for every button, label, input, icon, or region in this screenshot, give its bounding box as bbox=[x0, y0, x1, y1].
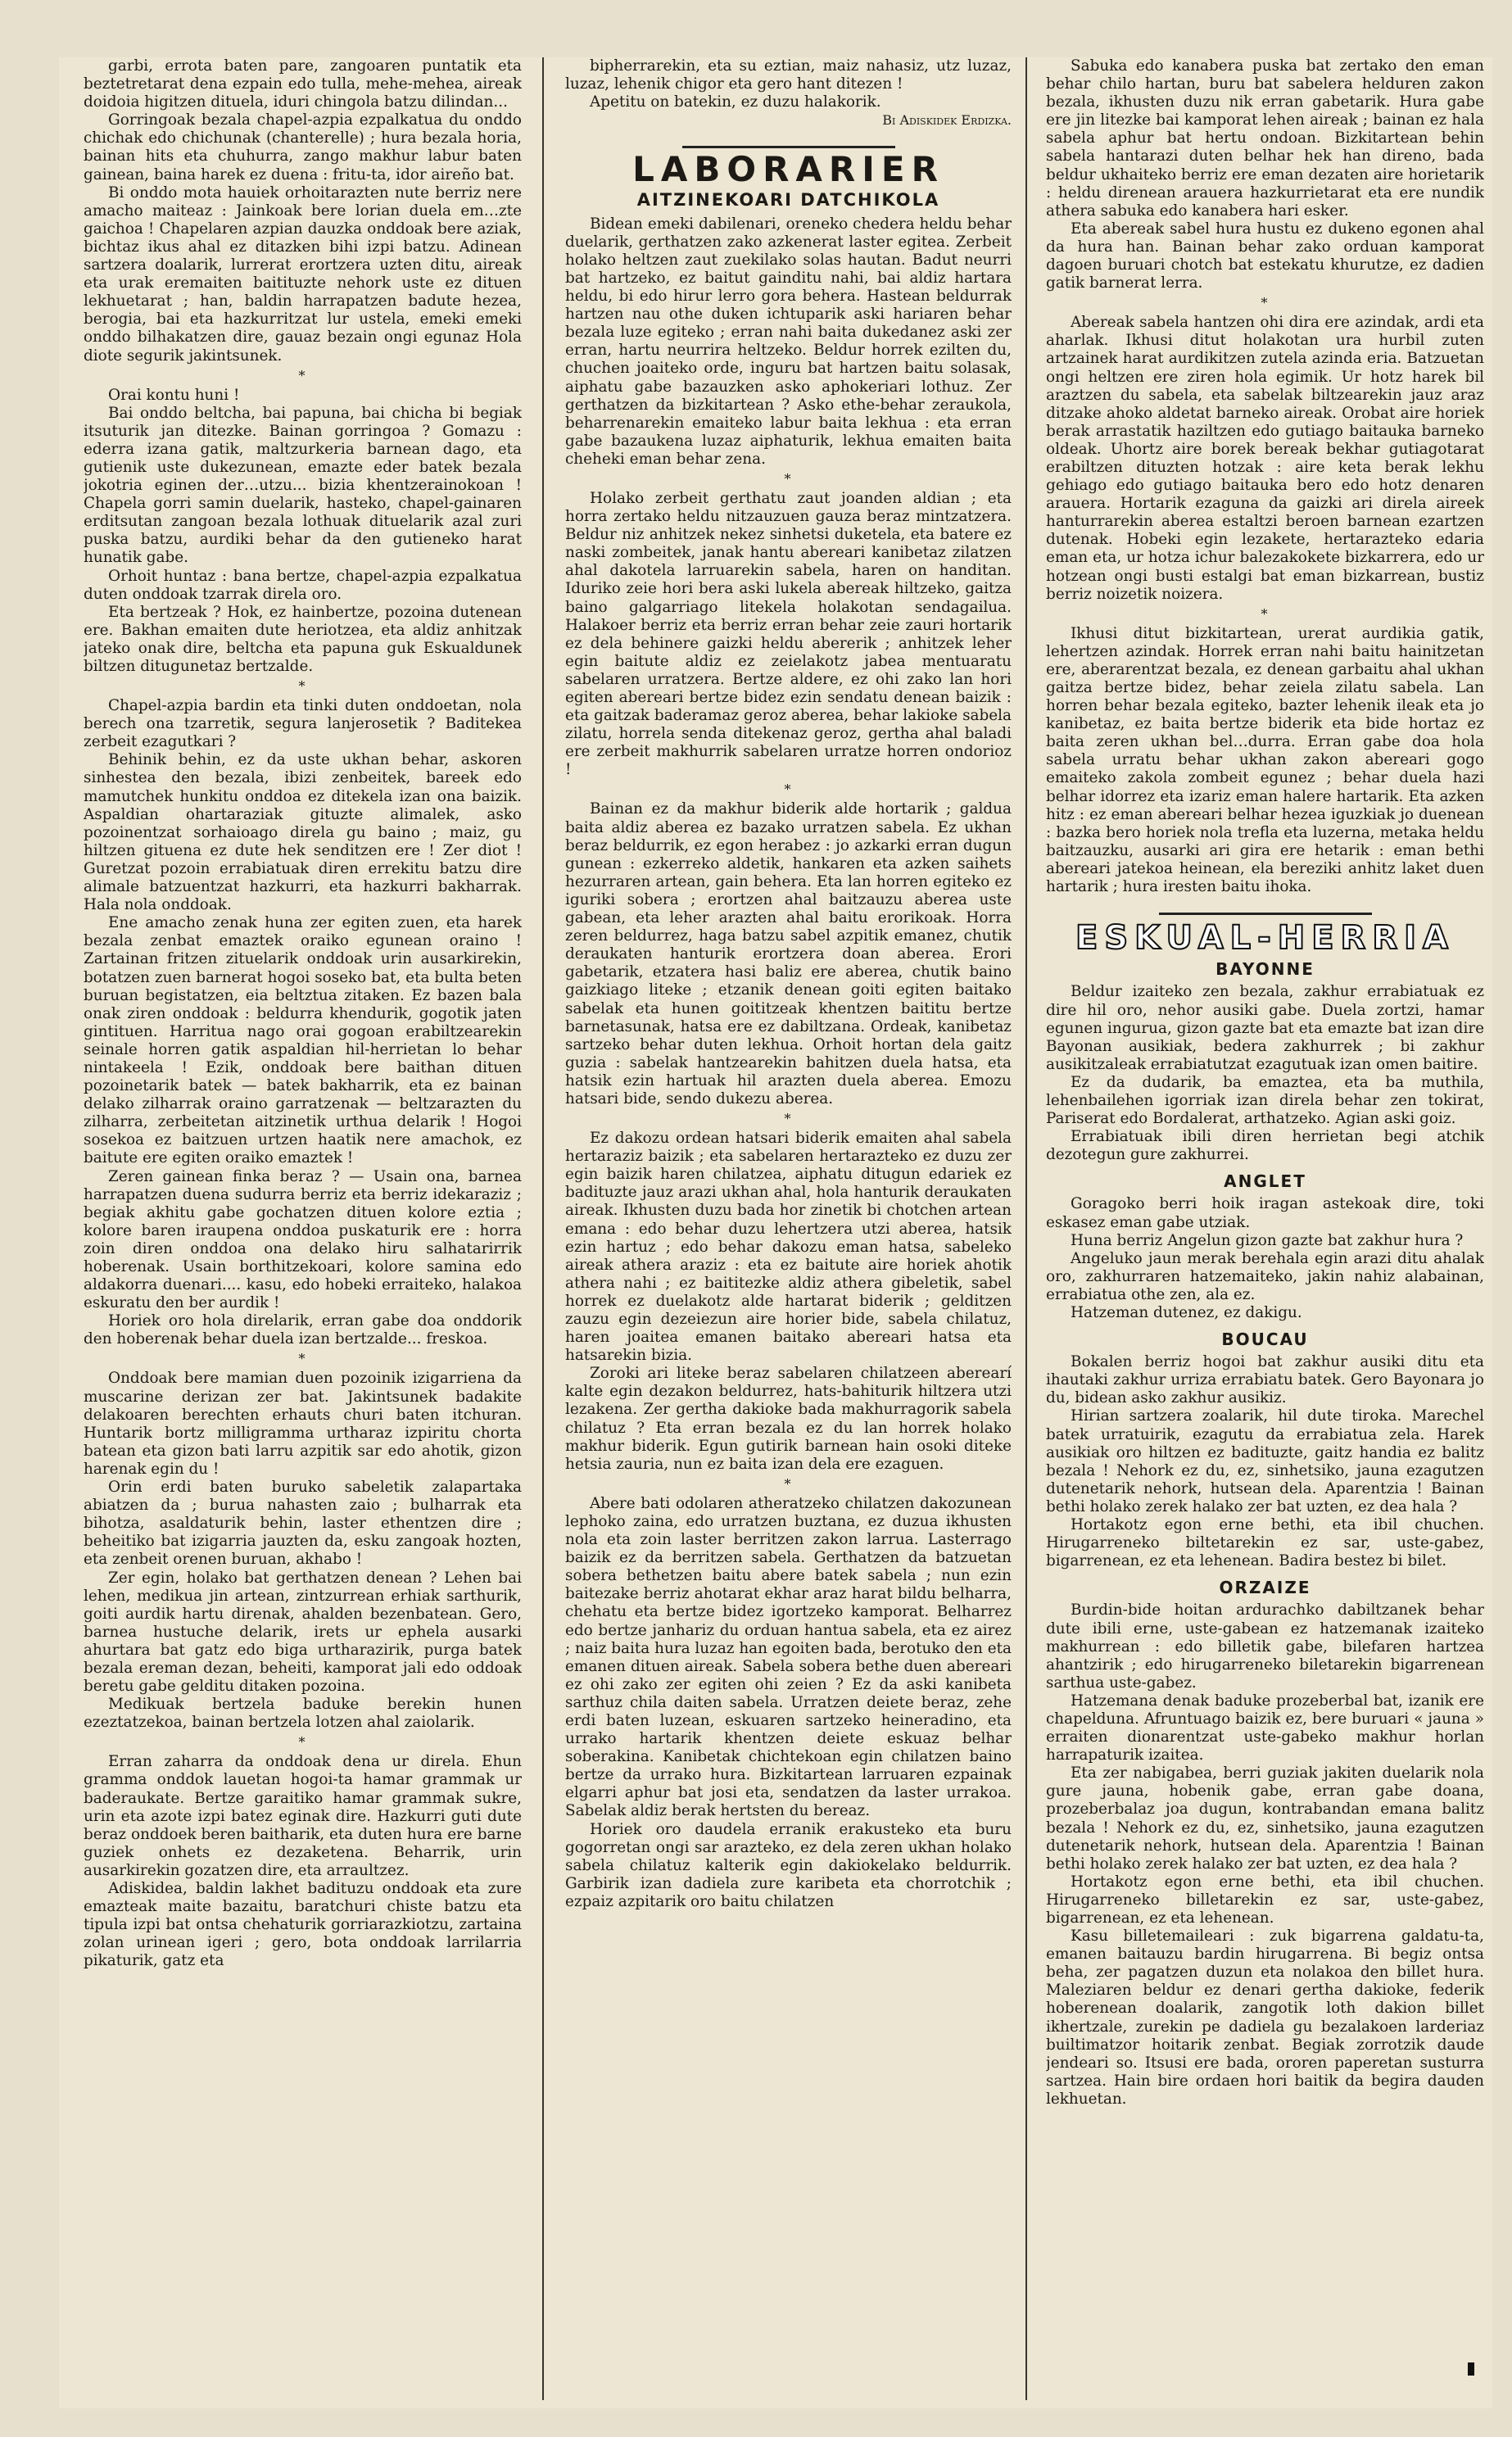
print-mark bbox=[1468, 2362, 1474, 2376]
paragraph: Kasu billetemaileari : zuk bigarrena galdatu-ta, emanen baitauzu bardin hirugarrena. Bi begiz ontsa beha, zer pagatzen duzun eta nolakoa den billet hura. Maleziaren beldur ez denari gertha dakioke, federik hoberenean doalarik, zangotik loth dakion billet ikhertzale, zurekin pe dadiela gu bezalakoen larderiaz builtimatzor hoitarik zenbat. Begiak zorrotzik daude jendeari so. Itsusi ere bada, ororen paperetan susturra sartzea. Hain bire ordaen hori baitik da begira dauden lekhuetan. bbox=[1046, 1927, 1484, 2108]
paragraph: Medikuak bertzela baduke berekin hunen ezeztatzekoa, bainan bertzela lotzen ahal zaiolarik. bbox=[84, 1696, 522, 1732]
section-star: * bbox=[298, 678, 307, 695]
paragraph: bipherrarekin, eta su eztian, maiz nahasiz, utz luzaz, luzaz, lehenik chigor eta gero hant ditezen ! bbox=[565, 57, 1012, 93]
paragraph: Hatzemana denak baduke prozeberbal bat, izanik ere chapelduna. Afruntuago baizik ez, bere buruari « jauna » erraiten dionarentzat uste-gabeko makhur horlan harrapaturik izaitea. bbox=[1046, 1692, 1484, 1764]
town-heading: ORZAIZE bbox=[1219, 1578, 1311, 1598]
paragraph: Hortakotz egon erne bethi, eta ibil chuchen. Hirugarreneko biltetarekin ez sar, uste-gabez, bigarrenean, ez eta lehenean. Badira bestez bi bilet. bbox=[1046, 1516, 1484, 1570]
paragraph: Erran zaharra da onddoak dena ur direla. Ehun gramma onddok lauetan hogoi-ta hamar grammak ur baderaukate. Bertze garaitiko hamar grammak sukre, urin eta azote izpi batez eginak dire. Hazkurri guti dute beraz onddoek beren baitharik, eta duten hura ere barne guziek onhets ez dezaketena. Beharrik, urin ausarkirekin gozatzen dire, eta arraultzez. bbox=[84, 1753, 522, 1879]
paragraph: Abereak sabela hantzen ohi dira ere azindak, ardi eta aharlak. Ikhusi ditut holakotan ura hurbil zuten artzainek harat aurdikitzen zutela azinda eria. Batzuetan ongi heltzen ere ziren hola egimik. Ur hotz harek bil araztzen du sabela, eta sabelak biltzearekin jauz araz ditzake ahoko aldetat barneko aireak. Orobat aire horiek berak arrastatik haziltzen edo gutiago baitauka barneko oldeak. Uhortz aire borek bereak bekhar gutiagotarat erabiltzen dituzten hotzak : aire keta berak lekhu gehiago edo gutiago baitauka bero edo hotz denaren arauera. Hortarik ezaguna da gaizki ari direla aireek hanturrarekin aberea estaltzi beroen barnean ezartzen dutenak. Hobeki egin lezakete, hertarazteko edaria eman eta, ur hotza ichur balezakokete bizkarrera, edo ur hotzean ongi busti estalgi bat eman bizkarrean, bustiz berriz noizetik noizera. bbox=[1046, 314, 1484, 603]
paragraph: Zoroki ari liteke beraz sabelaren chilatzeen aberearí kalte egin dezakon beldurrez, hats-bahiturik hiltzera utzi lezakena. Zer gertha dakioke bada makhurragorik sabela chilatuz ? Eta erran bezala ez du lan horrek holako makhur biderik. Egun gutirik barnean hain osoki ditekе hetsia zauria, nun ez baita izan dela ere ezaguen. bbox=[565, 1365, 1012, 1473]
paragraph: Ikhusi ditut bizkitartean, urerat aurdikia gatik, lehertzen azindak. Horrek erran nahi baitu hainitzetan ere, aberarentzat bezala, ez denean garbaitu ahal ukhan gaitza bertze bidez, behar zeiela zilatu sabela. Lan horren behar bezala egiteko, bazter lehenik ileak eta jo kanibetaz, ez baita bertze biderik eta bide hortaz ez baita zeren ukhan bel…durra. Erran gabe doa hola sabela urratu behar ukhan zakon abereari gogo emaiteko zakola zombeit egunez ; behar duela hazi belhar idorrez eta izariz eman halere hartarik. Eta azken hitz : ez eman abereari belhar hezea iguzkiak jo duenean : bazka bero horiek nola trefla eta luzerna, metaka heldu baitzauzku, ausarki ari gira ere hetarik : eman bethi abereari jatekoa heinean, ela bereziki anhitz laket duen hartarik ; hura iresten baitu ihoka. bbox=[1046, 624, 1484, 896]
paragraph: Eta bertzeak ? Hok, ez hainbertze, pozoina dutenean ere. Bakhan emaiten dute heriotzea, eta aldiz anhitzak jateko onak dire, beltcha eta papuna guk Eskualdunek biltzen ditugunetaz bertzalde. bbox=[84, 603, 522, 675]
paragraph: Orin erdi baten buruko sabeletik zalapartaka abiatzen da ; burua nahasten zaio ; bulharrak eta bihotza, asaldaturik behin, laster ethentzen dire ; beheitiko bat izigarria jauzten da, esku zangoak hozten, eta zenbeit orenen buruan, akhabo ! bbox=[84, 1479, 522, 1569]
column-3 bbox=[1046, 57, 1484, 2400]
paragraph: Ez dakozu ordean hatsari biderik emaiten ahal sabela hertaraziz baizik ; eta sabelaren hertarazteko ez duzu zer egin baizik haren chilatzea, aiphatu ditugun edariek ez badituzte jauz arazi ukhan ahal, hola hanturik deraukaten aireak. Ikhusten duzu bada hor zinetik bi chotchen artean emana : edo behar duzu lehertzera utzi aberea, hatsik ezin hartuz ; edo behar dakozu eman hatsa, sabeleko aireak athera araziz : eta ez baitute aire horiek ahotik athera nahi ; ez baititezke aldiz athera gibeletik, sabel horrek ez duelakotz alde hartarat biderik ; gelditzen zauzu egin dezeiezun aire horier bide, sabela chilatuz, haren joaitea emanen baitako abereari hatsa eta hatsarekin bizia. bbox=[565, 1130, 1012, 1365]
paragraph: Onddoak bere mamian duen pozoinik izigarriena da muscarine derizan zer bat. Jakintsunek badakite delakoaren berechten erhauts churi baten itchuran. Huntarik bortz milligramma urtharaz izpiritu chorta batean eta gizon bati larru azpitik sar edo ahotik, gizon harenak egin du ! bbox=[84, 1370, 522, 1478]
paragraph: Bai onddo beltcha, bai papuna, bai chicha bi begiak itsuturik jan ditezke. Bainan gorringoa ? Gomazu : ederra izana gatik, maltzurkeria barnean dago, eta gutienik uste dukezunean, emazte eder batek bezala jokotria eginen der…utzu... bizia khentzerainokoan ! Chapela gorri samin duelarik, hasteko, chapel-gainaren erditsutan zangoan bezala lothuak dituelarik azal zuri puska batzu, aurdiki behar da den gutieneko harat hunatik gabe. bbox=[84, 404, 522, 567]
paragraph: Chapel-azpia bardin eta tinki duten onddoetan, nola berech ona tzarretik, segura lanjerosetik ? Baditekea zerbeit ezagutkari ? bbox=[84, 697, 522, 751]
paragraph: Zeren gainean finka beraz ? — Usain ona, barnea harrapatzen duena sudurra berriz eta berriz idekaraziz ; begiak akhitu gabe gochatzen dituen kolore eztia ; kolore baren iraupena onddoa puskaturik ere : horra zoin diren onddoa ona delako hiru salhatarirrik hoberenak. Usain borthitzekoari, kolore samina edo aldakorra duenari.... kasu, edo hobeki erraiteko, halakoa eskuratu den ber aurdik ! bbox=[84, 1167, 522, 1312]
paragraph: Burdin-bide hoitan ardurachko dabiltzanek behar dute ibili erne, uste-gabean ez hatzemanak izaiteko makhurrean : edo billetik gabe, bilefaren hartzea ahantzirik ; edo hirugarreneko biletarekin bigarrenean sarthua uste-gabez. bbox=[1046, 1601, 1484, 1692]
section-star: * bbox=[298, 1734, 307, 1751]
column-rule bbox=[542, 57, 544, 2400]
section-star: * bbox=[784, 470, 793, 487]
paragraph: Eta abereak sabel hura hustu ez dukeno egonen ahal da hura han. Bainan behar zako orduan kamporat dagoen buruari chotch bat estekatu khurutze, ez dadien gatik barnerat lerra. bbox=[1046, 220, 1484, 292]
paragraph: Zer egin, holako bat gerthatzen denean ? Lehen bai lehen, medikua jin artean, zintzurrean erhiak sarthurik, goiti aurdik hartu direnak, ahalden bezenbatean. Gero, barnea hustuche delarik, irets ur ephela ausarki ahurtara bat gatz edo biga urtharazirik, purga batek bezala ereman dezan, beheiti, kamporat jali edo oddoak beretu gabe gelditu ditaken pozoina. bbox=[84, 1569, 522, 1696]
paragraph: Adiskidea, baldin lakhet badituzu onddoak eta zure emazteak maite bazaitu, baratchuri chiste batzu eta tipula izpi bat ontsa chehaturik gorriarazkiotzu, zartaina zolan urinean igeri ; gero, bota onddoak larrilarria pikaturik, gatz eta bbox=[84, 1880, 522, 1970]
paragraph: Bainan ez da makhur biderik alde hortarik ; galdua baita aldiz aberea ez bazako urratzen sabela. Ez ukhan beraz beldurrik, ez egon herabez : jo azkarki erran dugun gunean : ezkerreko aldetik, hankaren eta azken saihets hezurraren artean, gain behera. Eta lan horren egiteko ez iguriki sobera ; erortzen ahal baitzauzu aberea uste gabean, eta leher arazten ahal baitu erorikoak. Horra zeren beldurrez, haga batzu sabel azpitik emanez, chutik deraukaten hanturik erortzera doan aberea. Erori gabetarik, etzatera hasi baliz ere aberea, chutik baino gaizkiago liteke ; etzanik denean goiti egiten baitako sabelak eta hunen goititzeak khentzen baititu bertze barnetasunak, hatsa ere ez dabiltzana. Ordeak, kanibetaz sartzeko behar duten lekhua. Orhoit hortan dela gaitz guzia : sabelak hantzearekin bahitzen duela hatsa, eta hatsik ezin hartuak hil arazten duela aberea. Emozu hatsari bide, sendo dukezu aberea. bbox=[565, 800, 1012, 1108]
paragraph: Holako zerbeit gerthatu zaut joanden aldian ; eta horra zertako heldu nitzauzuen gauza beraz mintzatzera. Beldur niz anhitzek nekez sinhetsi duketela, eta batere ez naski zombeitek, janak hantu abereari kanibetaz zilatzen ahal dakotela larruarekin sabela, haren on handitan. Iduriko zeie hori bera aski lukela abereak hiltzeko, gaitza baino galgarriago litekela holakotan sendagailua. Halakoer berriz eta berriz erran behar zeie zauri hortarik ez dela behinere gaizki heldu abererik ; anhitzek leher egin baitute aldiz ez zeielakotz jabea mentuaratu sabelaren urratzera. Bertze aldere, ez ohi zako lan hori egiten abereari bertze bidez ezin sendatu denean baizik : eta gaitzak baderamaz geroz aberea, behar lakioke sabela zilatu, horrela senda ditekenaz geroz, gertha ahal baladi ere zerbeit makhurrik sabelaren urratze horren ondorioz ! bbox=[565, 489, 1012, 779]
paragraph: Orai kontu huni ! bbox=[108, 386, 240, 404]
section-star: * bbox=[298, 1351, 307, 1367]
paragraph: Bidean emeki dabilenari, oreneko chedera heldu behar duelarik, gerthatzen zako azkenerat laster egitea. Zerbeit holako heltzen zaut zuekilako solas hautan. Badut neurri bat hartzeko, ez baitut gainditu nahi, bai aldiz hartara heldu, bi edo hirur lerro gora behera. Hastean beldurrak hartzen nau othe duken ichtuparik aski hariaren behar bezala luze egiteko ; erran nahi baita dukedanez aski zer erran, hartu neurrira heltzeko. Beldur horrek ezilten du, chuchen joaiteko orde, inguru bat hartzen baitu solasak, aiphatu gabe bazauzken asko aphokeriari lothuz. Zer gerthatzen da bizkitartean ? Asko ethe-behar zeraukola, beharrenarekin emaiteko labur baita lekhua : eta erran gabe bazaukena luzaz aiphaturik, lekhua emaiten baita cheheki eman behar zena. bbox=[565, 215, 1012, 468]
paragraph: Beldur izaiteko zen bezala, zakhur errabiatuak ez dire hil oro, nehor ausiki gabe. Duela zortzi, hamar egunen ingurua, gizon gazte bat eta emazte bat izan dire Bayonan ausikiak, bedera zakhurrek ; bi zakhur ausikitzaleak errabiatutzat ezagutuak izan omen baitire. bbox=[1046, 983, 1484, 1073]
section-masthead: ESKUAL-HERRIA bbox=[1075, 919, 1455, 958]
article-headline: AITZINEKOARI DATCHIKOLA bbox=[636, 189, 940, 210]
section-masthead: LABORARIER bbox=[632, 149, 944, 190]
paragraph: Eta zer nabigabea, berri guziak jakiten duelarik nola gure jauna, hobenik gabe, erran gabe doana, prozeberbalaz joa dugun, kontrabandan emana balitz bezala ! Nehork ez du, ez, sinhetsiko, jauna ezagutzen dutenetarik nehork, hutsean dela. Aparentzia ! Bainan bethi holako zerek halako zer bat uzten, ez dea hala ? bbox=[1046, 1764, 1484, 1873]
section-star: * bbox=[1261, 605, 1270, 622]
paragraph: Ez da dudarik, ba emaztea, eta ba muthila, lehenbailehen igorriak izan direla behar zen tokirat, Pariserat edo Bordalerat, arthatzeko. Agian aski goiz. bbox=[1046, 1073, 1484, 1128]
section-star: * bbox=[298, 367, 307, 383]
paragraph: Errabiatuak ibili diren herrietan begi atchik dezotegun gure zakhurrei. bbox=[1046, 1128, 1484, 1164]
paragraph: Huna berriz Angelun gizon gazte bat zakhur hura ? bbox=[1071, 1231, 1464, 1249]
paragraph: Sabuka edo kanabera puska bat zertako den eman behar chilo hartan, buru bat sabelera helduren zakon bezala, ikhusten duzu nik erran gabetarik. Hura gabe ere jin litezke bai kamporat lehen aireak ; bainan ez hala sabela aphur bat hertu ondoan. Bizkitartean behin sabela hantarazi duten belhar hek han direno, bada beldur ukhaiteko berriz ere eman dezaten aire horietarik : heldu direnean arauera hazkurrietarat eta ere nundik athera sabuka edo kanabera hari esker. bbox=[1046, 57, 1484, 220]
signature: Bi Adiskidek Erdizka. bbox=[882, 112, 1012, 129]
paragraph: Bi onddo mota hauiek orhoitarazten nute berriz nere amacho maiteaz : Jainkoak bere lorian duela em…zte gaichoa ! Chapelaren azpian dauzka onddoak bere aziak, bichtaz ikus ahal ez ditazken bihi izpi batzu. Adinean sartzera doalarik, lurrerat erortzera uzten ditu, aireak eta urak eremaiten baitituzte nehork uste ez dituen lekhuetarat ; han, baldin harrapatzen badute hezea, berogia, bai eta hazkurritzat lur ustela, emeki emeki onddo bilhakatzen dire, gauaz bezain ongi egunaz Hola diote segurik jakintsunek. bbox=[84, 183, 522, 365]
paragraph: Behinik behin, ez da uste ukhan behar, askoren sinhestea den bezala, ibizi zenbeitek, bareek edo mamutchek hunkitu onddoa ez ditekela izan ona baizik. Aspaldian ohartaraziak gituzte alimalek, asko pozoinentzat sorhaioago direla gu baino ; maiz, gu hiltzen gituena ez dute hek senditzen ere ! Zer diot ! Guretzat pozoin errabiatuak diren errekitu batzu dire alimale batzuentzat hazkurri, eta hazkurri bakharrak. Hala nola onddoak. bbox=[84, 751, 522, 914]
section-star: * bbox=[784, 1111, 793, 1127]
column-1 bbox=[84, 57, 522, 2400]
town-heading: BOUCAU bbox=[1221, 1329, 1309, 1350]
paragraph: Ene amacho zenak huna zer egiten zuen, eta harek bezala zenbat emaztek oraiko egunean oraino ! Zartainan fritzen zituelarik onddoak urin ausarkirekin, botatzen zuen barnerat hogoi soseko bat, eta bulta beten buruan begistatzen, eia beltztua zitaken. Ez bazen bala onak ziren onddoak : beldurra khendurik, gogotik jaten gintituen. Harritua nago orai gogoan erabiltzearekin seinale horren gatik aspaldian hil-herrietan lo behar nintakeela ! Ezik, onddoak bere baithan dituen pozoinetarik batek — batek bakharrik, eta ez bainan delako zilharrak oraino garratzenak — beltzarazten du zilharra, zerbeitetan aitzinetik urthua delarik ! Hogoi sosekoa ez baitzuen urtzen haatik nere amachok, ez baitute ere egiten oraiko emaztek ! bbox=[84, 914, 522, 1167]
paragraph: Hirian sartzera zoalarik, hil dute tiroka. Marechel batek urratuirik, ezagutu da errabiatua zela. Harek ausikiak oro hiltzen ez badituzte, gaitz handia ez balitz bezala ! Nehork ez du, ez, sinhetsiko, jauna ezagutzen dutenetarik nehork, hutsean dela. Aparentzia ! Bainan bethi holako zerek halako zer bat uzten, ez dea hala ? bbox=[1046, 1407, 1484, 1515]
section-star: * bbox=[784, 1475, 793, 1492]
section-star: * bbox=[784, 781, 793, 798]
paragraph: Gorringoak bezala chapel-azpia ezpalkatua du onddo chichak edo chichunak (chanterelle) ; hura bezala horia, bainan hits eta chuhurra, zango makhur labur baten gainean, baina harek ez duena : fritu-ta, idor aireño bat. bbox=[84, 111, 522, 183]
paragraph: Angeluko jaun merak berehala egin arazi ditu ahalak oro, zakhurraren hatzemaiteko, jakin nahiz alabainan, errabiatua othe zen, ala ez. bbox=[1046, 1249, 1484, 1303]
column-2 bbox=[565, 57, 1012, 2400]
paragraph: Hatzeman dutenez, ez dakigu. bbox=[1071, 1304, 1302, 1321]
paragraph: Horiek oro hola direlarik, erran gabe doa onddorik den hoberenak behar duela izan bertzalde... freskoa. bbox=[84, 1312, 522, 1348]
paragraph: Abere bati odolaren atheratzeko chilatzen dakozunean lephoko zaina, edo urratzen buztana, ez duzua ikhusten nola eta zoin laster berritzen zakon larrua. Lasterrago baizik ez da berritzen sabela. Gerthatzen da batzuetan sobera bethetzen baitu abere batek sabela ; nun ezin baitezake berriz ahotarat ekhar araz harat bildu belharra, chehatu eta bertze bidez igortzeko kamporat. Belharrez edo bertze janhariz du orduan hantua sabela, eta ez airez ; naiz baita hura luzaz han egoiten bada, berotuko den eta emanen dituen aireak. Sabela sobera bethe duen abereari ez ohi zako zer egiten ohi zeien ? Ez da aski kanibeta sarthuz chila daiten sabela. Urratzen deiete beraz, zehe erdi baten luzean, eskuaren sartzeko heineradino, eta urrako hartarik khentzen deiete eskuaz belhar soberakina. Kanibetak chichtekoan egin chilatzen baino bertze da urrako hura. Bizkitartean larruaren ezpainak elgarri aphur bat josi eta, sendatzen da laster urrakoa. Sabelak aldiz berak hertsten du bereaz. bbox=[565, 1494, 1012, 1820]
newspaper-page bbox=[59, 57, 1492, 2408]
section-star: * bbox=[1261, 295, 1270, 311]
column-rule bbox=[1025, 57, 1027, 2400]
paragraph: Hortakotz egon erne bethi, eta ibil chuchen. Hirugarreneko billetarekin ez sar, uste-gabez, bigarrenean, ez eta lehenean. bbox=[1046, 1873, 1484, 1927]
paragraph: Orhoit huntaz : bana bertze, chapel-azpia ezpalkatua duten onddoak tzarrak direla oro. bbox=[84, 567, 522, 603]
paragraph: Horiek oro daudela erranik erakusteko eta buru gogorretan ongi sar arazteko, ez dela zeren ukhan holako sabela chilatuz kalterik egin dakiokelako beldurrik. Garbirik izan dadiela zure karibeta eta chorrotchik ; ezpaiz azpitarik oro baitu chilatzen bbox=[565, 1820, 1012, 1910]
paragraph: garbi, errota baten pare, zangoaren puntatik eta beztetretarat dena ezpain edo tulla, mehe-mehea, aireak doidoia higitzen dituela, iduri chingola batzu dilindan... bbox=[84, 57, 522, 111]
paragraph: Goragoko berri hoik iragan astekoak dire, toki eskasez eman gabe utziak. bbox=[1046, 1195, 1484, 1231]
paragraph: Bokalen berriz hogoi bat zakhur ausiki ditu eta ihautaki zakhur urriza errabiatu batek. Gero Bayonara jo du, bidean asko zakhur ausikiz. bbox=[1046, 1353, 1484, 1407]
town-heading: BAYONNE bbox=[1215, 959, 1315, 980]
paragraph: Apetitu on batekin, ez duzu halakorik. bbox=[590, 93, 881, 111]
town-heading: ANGLET bbox=[1224, 1171, 1306, 1192]
